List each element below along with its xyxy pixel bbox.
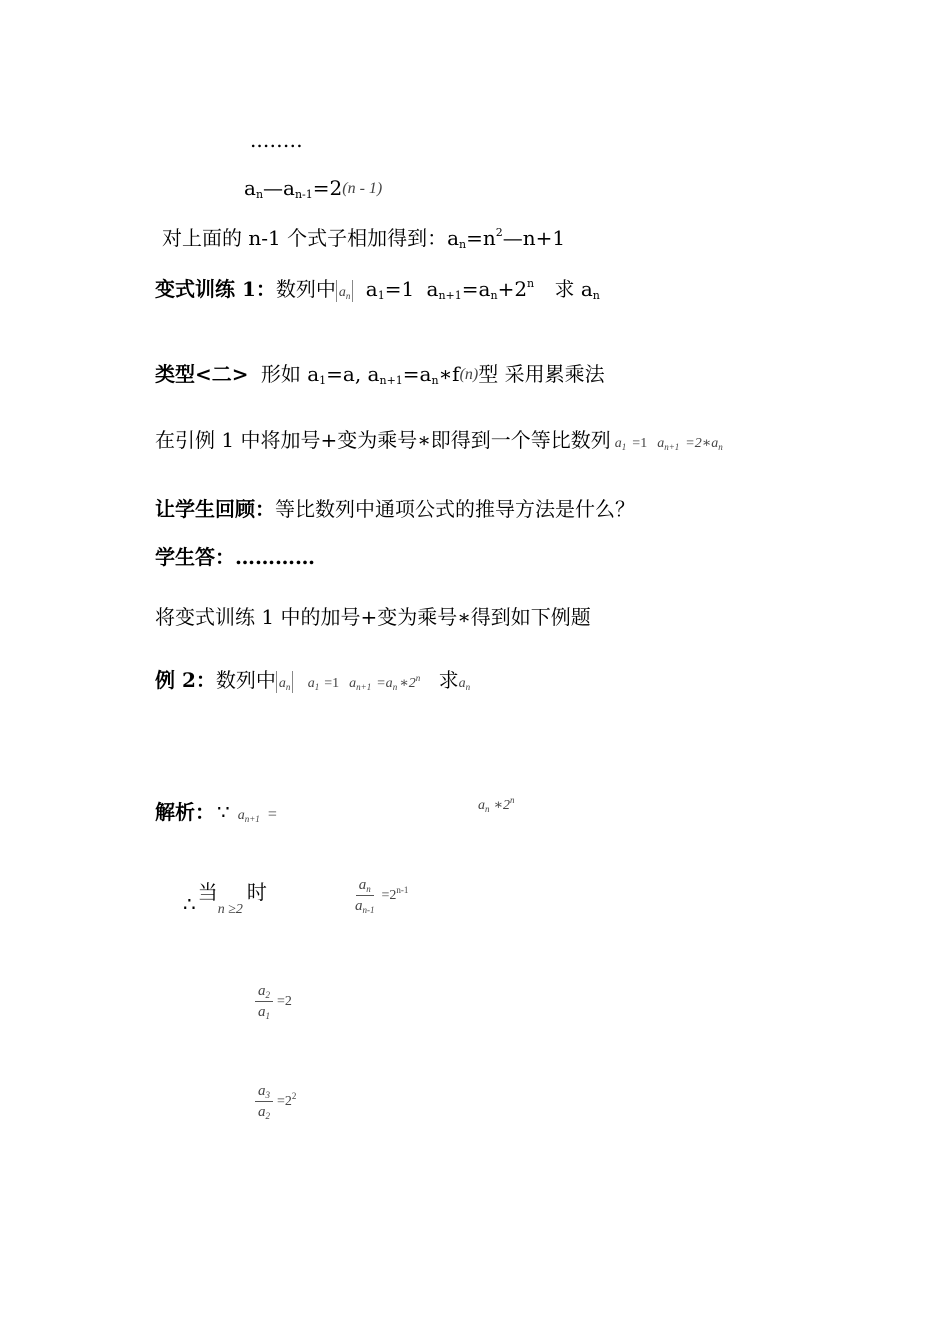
solution-rhs: $a_n$ ∗2$^n$ [478,795,515,814]
ratio-a2-a1-fraction: $\frac{a_2}{a_1}$ [255,982,273,1021]
ratio-a2-a1: $\frac{a_2}{a_1}$ =2 [255,982,292,1021]
solution-line: 解析： ∵ $a_{n+1}$ = [155,800,277,824]
ratio-general: $\frac{a_n}{a_{n-1}}$ $=2^{n-1}$ [352,876,408,915]
student-answer: 学生答：………… [155,545,315,569]
therefore-line: ∴ 当$_{n \ge 2}$时 [183,880,267,917]
transform-note: 将变式训练 1 中的加号+变为乘号∗得到如下例题 [155,605,591,629]
type-2-heading: 类型<二> 形如 $a_1=a$, $a_{n+1}=a_n∗f(n)$型 采用累乘法 [155,362,605,387]
ratio-a3-a2-fraction: $\frac{a_3}{a_2}$ [255,1082,273,1121]
example-2: 例 2：数列中 $a_n$ $a_1 =1$ $a_{n+1} =a_n$ ∗2$^n$ 求$a_n$ [155,668,471,692]
ratio-general-fraction: $\frac{a_n}{a_{n-1}}$ [355,877,375,915]
continuation-dots: ..…… [250,128,303,152]
geometric-sequence-intro: 在引例 1 中将加号+变为乘号∗即得到一个等比数列 $a_1 =1$ $a_{n+1}$ $=2∗a_n$ [155,428,723,452]
recall-question: 让学生回顾：等比数列中通项公式的推导方法是什么？ [155,497,635,521]
difference-equation: $a_n—a_{n-1}=2(n - 1)$ [244,176,383,201]
sum-result-line: 对上面的 n-1 个式子相加得到：$a_n=n^2—n+1$ [162,226,566,251]
ratio-a3-a2: $\frac{a_3}{a_2}$ $=2^2$ [255,1082,296,1121]
exercise-1: 变式训练 1：数列中 $a_n$ $a_1=1$ $a_{n+1}=a_n+2^n$ 求 $a_n$ [155,277,600,302]
